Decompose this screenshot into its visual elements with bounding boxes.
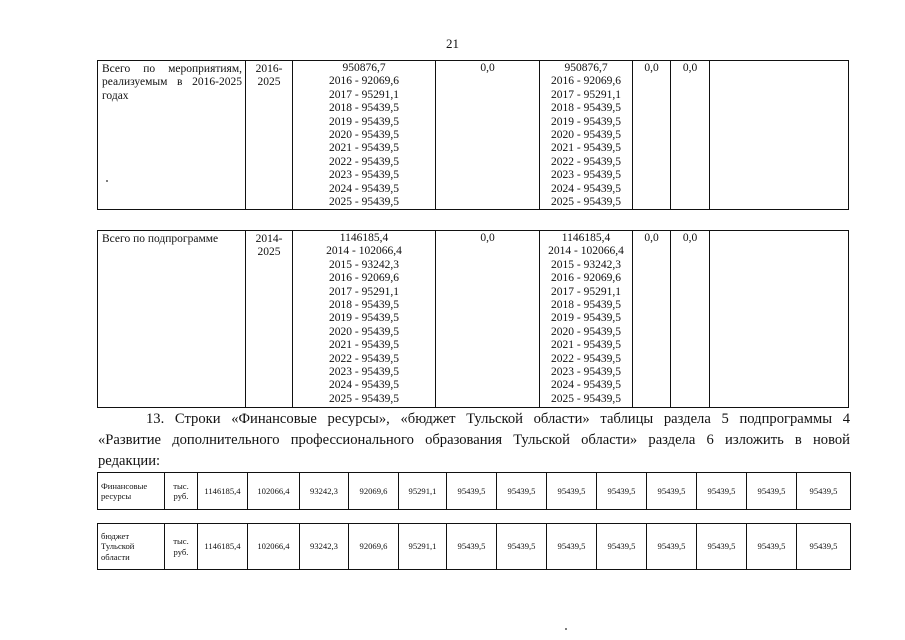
value-line: 2019 - 95439,5	[329, 312, 399, 325]
value-cell: 95439,5	[547, 524, 597, 570]
period-end: 2025	[257, 76, 281, 89]
value-cell: 92069,6	[349, 524, 399, 570]
value-line: 2024 - 95439,5	[551, 182, 621, 195]
period-cell	[246, 231, 293, 408]
value-line: 2014 - 102066,4	[548, 245, 624, 258]
value-cell: 95439,5	[647, 473, 697, 510]
row-label-line: ресурсы	[101, 491, 132, 501]
value-line: 2022 - 95439,5	[551, 155, 621, 168]
page-number: 21	[446, 36, 459, 51]
value-cell: 95439,5	[697, 524, 747, 570]
value-line: 950876,7	[342, 62, 386, 74]
municipal-budget-cell: 0,0	[633, 231, 671, 408]
financial-resources-table	[97, 472, 851, 510]
value-line: 2024 - 95439,5	[329, 182, 399, 195]
unit-cell	[165, 473, 198, 510]
value-line: 2014 - 102066,4	[326, 245, 402, 258]
value-line: 2021 - 95439,5	[551, 339, 621, 352]
value-line: 2022 - 95439,5	[551, 352, 621, 365]
value-line: 2025 - 95439,5	[329, 196, 399, 209]
value-line: 2025 - 95439,5	[329, 392, 399, 405]
value-line: 2025 - 95439,5	[551, 196, 621, 209]
value-cell: 92069,6	[349, 473, 399, 510]
row-label	[98, 524, 165, 570]
value-line: 2018 - 95439,5	[551, 102, 621, 115]
value-cell: 95439,5	[597, 473, 647, 510]
value-line: 2024 - 95439,5	[551, 379, 621, 392]
value-cell: 95439,5	[497, 473, 547, 510]
value-cell: 95439,5	[697, 473, 747, 510]
value-line: 2017 - 95291,1	[551, 88, 621, 101]
value-line: 2018 - 95439,5	[551, 299, 621, 312]
value-line: 2021 - 95439,5	[329, 142, 399, 155]
value-line: 2017 - 95291,1	[329, 88, 399, 101]
value-line: 2019 - 95439,5	[329, 115, 399, 128]
extra-budget-cell: 0,0	[671, 61, 710, 210]
value-line: 2023 - 95439,5	[551, 169, 621, 182]
unit-line: руб.	[173, 491, 189, 501]
scan-speck	[106, 180, 108, 182]
period-start: 2014-	[255, 233, 283, 245]
value-cell: 95439,5	[547, 473, 597, 510]
value-cell: 95439,5	[747, 524, 797, 570]
federal-budget-cell: 0,0	[436, 231, 540, 408]
value-line: 2020 - 95439,5	[329, 129, 399, 142]
period-start: 2016-	[255, 63, 283, 75]
value-line: 2016 - 92069,6	[551, 272, 621, 285]
regional-values-cell	[540, 61, 633, 210]
total-values-cell	[293, 231, 436, 408]
federal-budget-cell: 0,0	[436, 61, 540, 210]
value-cell: 95439,5	[597, 524, 647, 570]
municipal-budget-cell: 0,0	[633, 61, 671, 210]
value-line: 2016 - 92069,6	[329, 272, 399, 285]
value-cell: 95291,1	[399, 473, 447, 510]
value-line: 2021 - 95439,5	[329, 339, 399, 352]
value-cell: 102066,4	[248, 473, 300, 510]
value-cell: 95439,5	[797, 473, 851, 510]
value-line: 2025 - 95439,5	[551, 392, 621, 405]
unit-cell	[165, 524, 198, 570]
value-line: 2023 - 95439,5	[329, 366, 399, 379]
row-label	[98, 473, 165, 510]
value-line: 1146185,4	[339, 232, 389, 244]
scan-speck	[565, 628, 567, 630]
value-line: 2020 - 95439,5	[551, 325, 621, 338]
total-values-cell	[293, 61, 436, 210]
unit-line: руб.	[173, 546, 189, 557]
financial-resources-row	[98, 473, 851, 510]
value-cell: 93242,3	[300, 473, 349, 510]
value-cell: 95439,5	[447, 524, 497, 570]
row-label-line: области	[101, 551, 130, 562]
unit-line: тыс.	[173, 536, 189, 546]
value-line: 2020 - 95439,5	[551, 129, 621, 142]
value-line: 2023 - 95439,5	[329, 169, 399, 182]
value-line: 2016 - 92069,6	[329, 75, 399, 88]
value-cell: 95439,5	[647, 524, 697, 570]
value-cell: 93242,3	[300, 524, 349, 570]
period-end: 2025	[257, 246, 281, 259]
subprogram-total-table	[97, 230, 849, 408]
paragraph-line: 13. Строки «Финансовые ресурсы», «бюджет Тульской области» таблицы раздела 5 подпрограммы 4	[146, 411, 850, 427]
value-line: 2019 - 95439,5	[551, 115, 621, 128]
value-line: 2019 - 95439,5	[551, 312, 621, 325]
value-line: 2021 - 95439,5	[551, 142, 621, 155]
tula-budget-table	[97, 523, 851, 570]
value-line: 950876,7	[564, 62, 608, 74]
value-line: 2020 - 95439,5	[329, 325, 399, 338]
value-line: 2018 - 95439,5	[329, 299, 399, 312]
row-label-line: Финансовые	[101, 480, 148, 491]
period-cell	[246, 61, 293, 210]
value-line: 1146185,4	[561, 232, 611, 244]
value-cell: 95291,1	[399, 524, 447, 570]
value-line: 2015 - 93242,3	[329, 258, 399, 271]
regional-values-cell	[540, 231, 633, 408]
value-cell: 95439,5	[447, 473, 497, 510]
paragraph-line: редакции:	[98, 453, 161, 469]
unit-line: тыс.	[173, 480, 189, 491]
paragraph-line: «Развитие дополнительного профессионального образования Тульской области» раздела 6 изложить в новой	[98, 432, 850, 448]
value-line: 2018 - 95439,5	[329, 102, 399, 115]
empty-cell	[710, 231, 849, 408]
value-cell: 95439,5	[797, 524, 851, 570]
extra-budget-cell: 0,0	[671, 231, 710, 408]
value-cell: 102066,4	[248, 524, 300, 570]
row-label-line: бюджет	[101, 530, 130, 541]
value-line: 2016 - 92069,6	[551, 75, 621, 88]
activities-total-table	[97, 60, 849, 210]
row-label: Всего по мероприятиям, реализуемым в 2016-2025 годах	[98, 61, 246, 210]
value-line: 2022 - 95439,5	[329, 352, 399, 365]
empty-cell	[710, 61, 849, 210]
value-cell: 95439,5	[497, 524, 547, 570]
value-line: 2017 - 95291,1	[329, 285, 399, 298]
value-line: 2024 - 95439,5	[329, 379, 399, 392]
tula-budget-row	[98, 524, 851, 570]
row-label: Всего по подпрограмме	[98, 231, 246, 408]
value-cell: 95439,5	[747, 473, 797, 510]
value-line: 2017 - 95291,1	[551, 285, 621, 298]
value-line: 2023 - 95439,5	[551, 366, 621, 379]
row-label-line: Тульской	[101, 541, 135, 552]
amendment-paragraph	[98, 409, 850, 472]
value-cell: 1146185,4	[198, 524, 248, 570]
value-cell: 1146185,4	[198, 473, 248, 510]
value-line: 2022 - 95439,5	[329, 155, 399, 168]
value-line: 2015 - 93242,3	[551, 258, 621, 271]
